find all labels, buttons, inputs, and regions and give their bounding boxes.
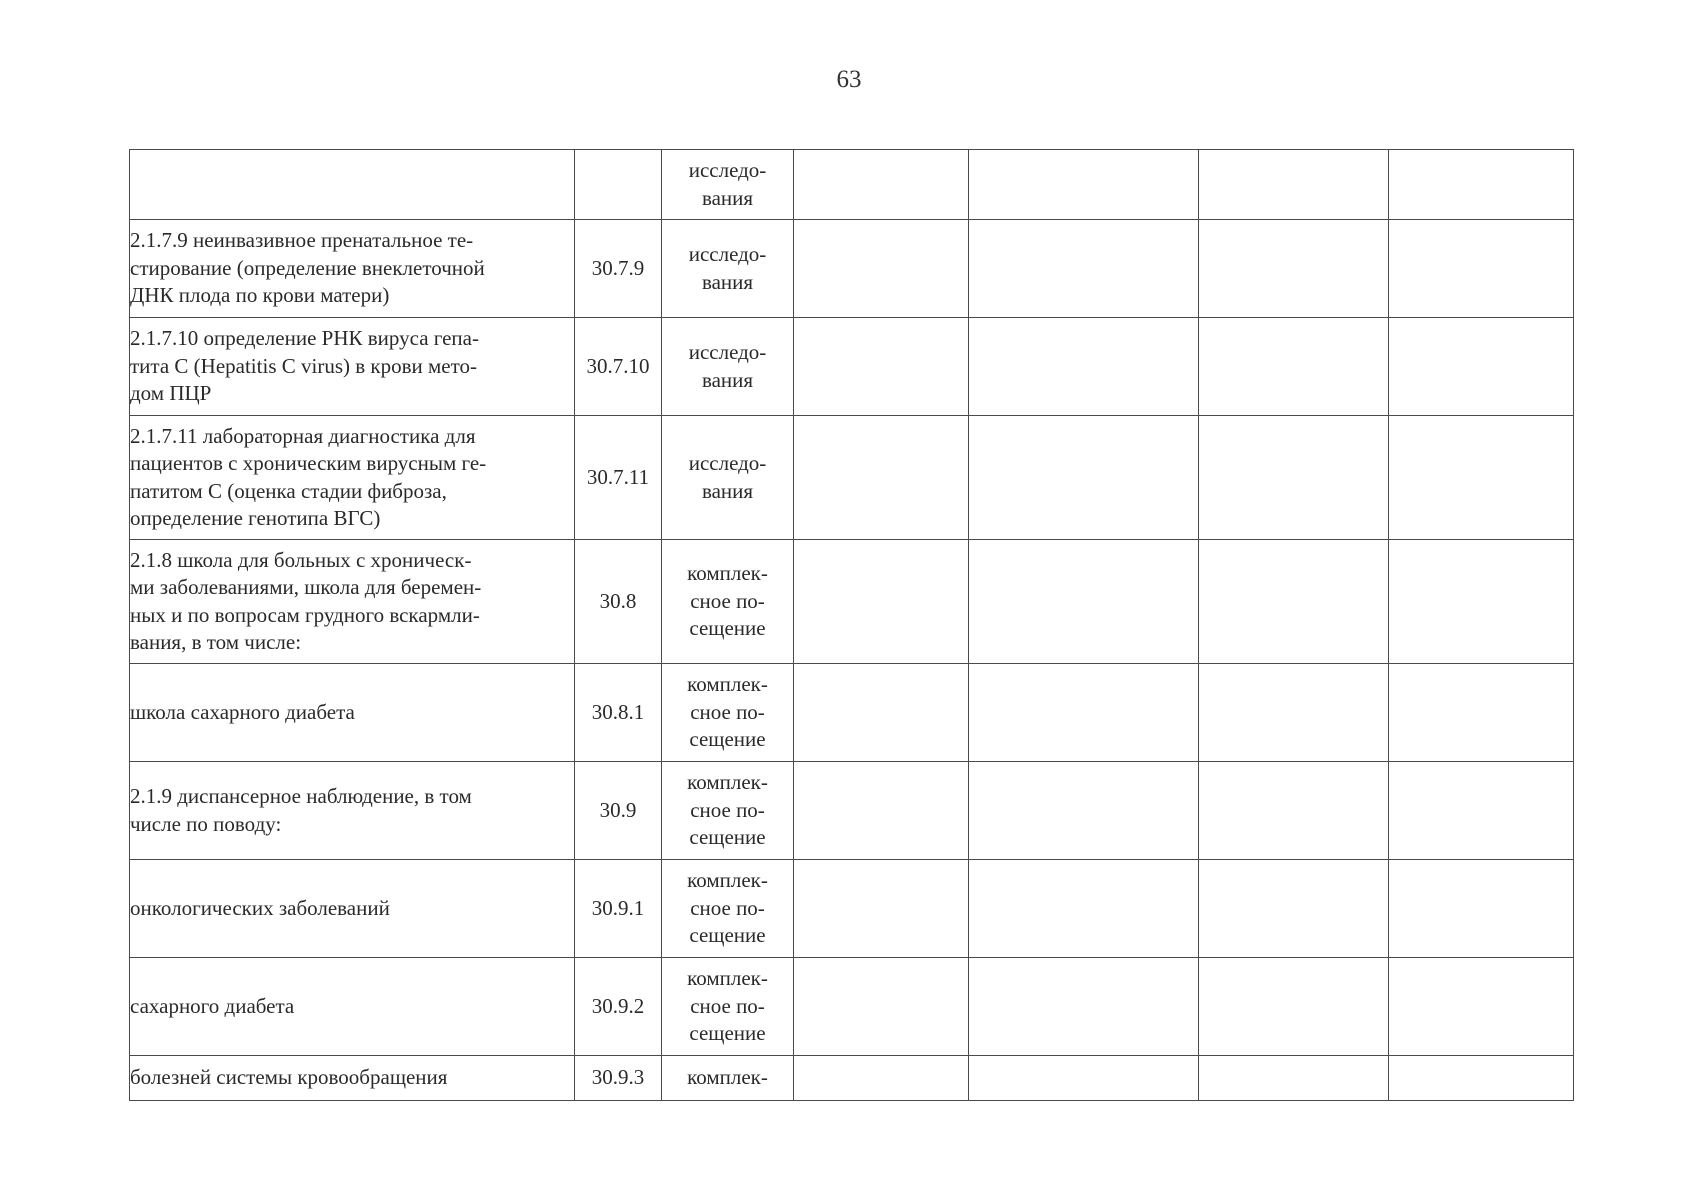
indicator-name-line: стирование (определение внеклеточной xyxy=(130,255,485,280)
empty-value-cell xyxy=(1199,540,1389,664)
row-code-cell: 30.8 xyxy=(575,540,662,664)
row-code-cell: 30.9.2 xyxy=(575,958,662,1056)
unit-line: комплек- xyxy=(687,868,768,893)
unit-line: сное по- xyxy=(690,895,765,920)
empty-value-cell xyxy=(1389,150,1574,220)
unit-line: сещение xyxy=(689,727,766,752)
indicator-name-line: 2.1.9 диспансерное наблюдение, в том xyxy=(130,784,472,808)
table-row xyxy=(130,220,1574,318)
unit-cell xyxy=(662,860,794,958)
indicator-name-line: числе по поводу: xyxy=(130,811,282,836)
indicator-name-cell xyxy=(130,416,575,540)
empty-value-cell xyxy=(1389,762,1574,860)
row-code-cell: 30.9 xyxy=(575,762,662,860)
indicator-name-cell xyxy=(130,664,575,762)
table-body xyxy=(130,150,1574,1101)
empty-value-cell xyxy=(969,540,1199,664)
empty-value-cell xyxy=(794,860,969,958)
unit-line: исследо- xyxy=(688,340,767,364)
page-number: 63 xyxy=(836,66,862,93)
empty-value-cell xyxy=(969,958,1199,1056)
indicator-name-cell xyxy=(130,1056,575,1101)
empty-value-cell xyxy=(1199,762,1389,860)
data-table xyxy=(129,149,1574,1101)
indicator-name-line: 2.1.8 школа для больных с хроническ- xyxy=(130,547,472,572)
empty-value-cell xyxy=(794,664,969,762)
unit-line: вания xyxy=(701,478,754,503)
indicator-name-line: вания, в том числе: xyxy=(130,630,302,654)
table-row xyxy=(130,318,1574,416)
indicator-name-line: онкологических заболеваний xyxy=(130,895,390,920)
empty-value-cell xyxy=(1199,220,1389,318)
table-row xyxy=(130,540,1574,664)
indicator-name-line: тита C (Hepatitis C virus) в крови мето- xyxy=(130,353,478,378)
table-row xyxy=(130,958,1574,1056)
indicator-name-cell xyxy=(130,220,575,318)
unit-line: сещение xyxy=(689,923,766,948)
unit-line: сещение xyxy=(689,825,766,850)
indicator-name-line: пациентов с хроническим вирусным ге- xyxy=(130,451,487,475)
unit-cell xyxy=(662,1056,794,1101)
empty-value-cell xyxy=(1199,1056,1389,1101)
table-row xyxy=(130,416,1574,540)
row-code-cell: 30.9.3 xyxy=(575,1056,662,1101)
indicator-name-cell xyxy=(130,540,575,664)
indicator-name-line: школа сахарного диабета xyxy=(130,699,355,724)
indicator-name-line: патитом C (оценка стадии фиброза, xyxy=(130,478,447,503)
empty-value-cell xyxy=(969,664,1199,762)
indicator-name-line: определение генотипа ВГС) xyxy=(130,506,381,530)
indicator-name-line: дом ПЦР xyxy=(130,381,212,406)
unit-line: сещение xyxy=(689,616,766,641)
row-code-cell xyxy=(575,150,662,220)
unit-cell xyxy=(662,664,794,762)
empty-value-cell xyxy=(794,416,969,540)
unit-line: исследо- xyxy=(688,158,767,182)
unit-line: вания xyxy=(701,367,754,392)
indicator-name-line: 2.1.7.9 неинвазивное пренатальное те- xyxy=(130,228,474,253)
table-row xyxy=(130,664,1574,762)
row-code-cell: 30.7.10 xyxy=(575,318,662,416)
indicator-name-cell xyxy=(130,318,575,416)
unit-line: сное по- xyxy=(690,797,765,822)
empty-value-cell xyxy=(1199,860,1389,958)
empty-value-cell xyxy=(1199,150,1389,220)
empty-value-cell xyxy=(1389,318,1574,416)
unit-line: сное по- xyxy=(690,993,765,1018)
empty-value-cell xyxy=(1389,540,1574,664)
unit-line: комплек- xyxy=(687,966,768,991)
empty-value-cell xyxy=(1389,1056,1574,1101)
indicator-name-cell xyxy=(130,150,575,220)
empty-value-cell xyxy=(1199,958,1389,1056)
unit-cell xyxy=(662,416,794,540)
unit-line: комплек- xyxy=(687,561,768,586)
empty-value-cell xyxy=(1389,416,1574,540)
empty-value-cell xyxy=(969,416,1199,540)
indicator-name-line: болезней системы кровообращения xyxy=(130,1065,448,1090)
unit-line: комплек- xyxy=(687,672,768,697)
unit-cell xyxy=(662,762,794,860)
empty-value-cell xyxy=(794,318,969,416)
empty-value-cell xyxy=(969,1056,1199,1101)
indicator-name-line: 2.1.7.11 лабораторная диагностика для xyxy=(130,423,476,448)
unit-line: сещение xyxy=(689,1021,766,1046)
indicator-name-cell xyxy=(130,860,575,958)
unit-line: комплек- xyxy=(687,1065,768,1090)
table-row xyxy=(130,860,1574,958)
table-row xyxy=(130,150,1574,220)
empty-value-cell xyxy=(1199,318,1389,416)
table-row xyxy=(130,762,1574,860)
unit-line: сное по- xyxy=(690,588,765,613)
unit-cell xyxy=(662,150,794,220)
unit-cell xyxy=(662,318,794,416)
empty-value-cell xyxy=(969,318,1199,416)
empty-value-cell xyxy=(1389,860,1574,958)
empty-value-cell xyxy=(794,1056,969,1101)
empty-value-cell xyxy=(969,860,1199,958)
empty-value-cell xyxy=(794,762,969,860)
empty-value-cell xyxy=(1389,220,1574,318)
row-code-cell: 30.9.1 xyxy=(575,860,662,958)
unit-cell xyxy=(662,220,794,318)
empty-value-cell xyxy=(794,220,969,318)
indicator-name-cell xyxy=(130,958,575,1056)
empty-value-cell xyxy=(969,762,1199,860)
indicator-name-line: ми заболеваниями, школа для беремен- xyxy=(130,575,482,599)
indicator-name-line: сахарного диабета xyxy=(130,993,295,1018)
empty-value-cell xyxy=(1199,664,1389,762)
indicator-name-line: 2.1.7.10 определение РНК вируса гепа- xyxy=(130,326,479,351)
empty-value-cell xyxy=(794,958,969,1056)
unit-line: исследо- xyxy=(688,242,767,266)
empty-value-cell xyxy=(1199,416,1389,540)
unit-line: сное по- xyxy=(690,699,765,724)
unit-line: исследо- xyxy=(688,451,767,475)
unit-line: комплек- xyxy=(687,770,768,795)
empty-value-cell xyxy=(969,150,1199,220)
unit-cell xyxy=(662,958,794,1056)
unit-cell xyxy=(662,540,794,664)
row-code-cell: 30.8.1 xyxy=(575,664,662,762)
empty-value-cell xyxy=(969,220,1199,318)
empty-value-cell xyxy=(1389,958,1574,1056)
table-row xyxy=(130,1056,1574,1101)
indicator-name-cell xyxy=(130,762,575,860)
unit-line: вания xyxy=(701,185,754,210)
indicator-name-line: ных и по вопросам грудного вскармли- xyxy=(130,602,480,627)
row-code-cell: 30.7.11 xyxy=(575,416,662,540)
row-code-cell: 30.7.9 xyxy=(575,220,662,318)
empty-value-cell xyxy=(794,540,969,664)
unit-line: вания xyxy=(701,269,754,294)
indicator-name-line: ДНК плода по крови матери) xyxy=(130,283,390,308)
empty-value-cell xyxy=(1389,664,1574,762)
empty-value-cell xyxy=(794,150,969,220)
